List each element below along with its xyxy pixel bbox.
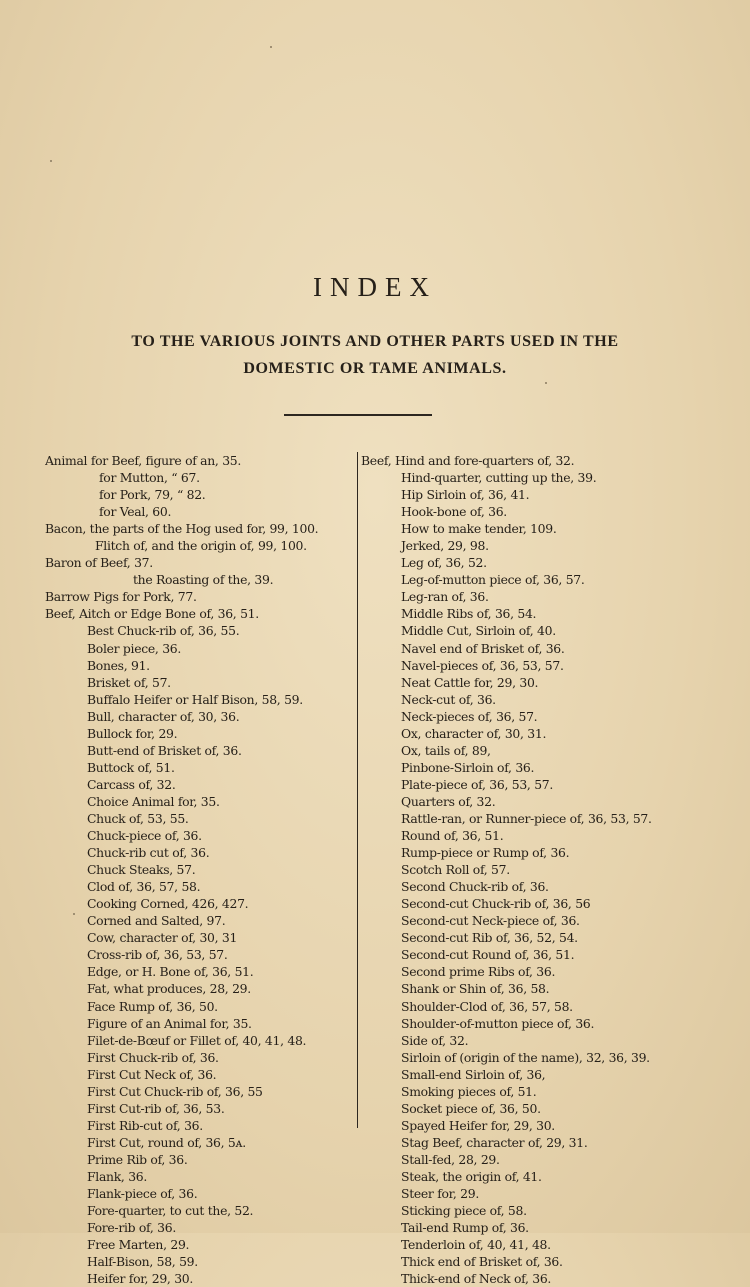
index-entry: for Mutton, “ 67.: [99, 470, 200, 486]
index-entry: Cooking Corned, 426, 427.: [87, 896, 249, 912]
index-entry: Beef, Aitch or Edge Bone of, 36, 51.: [45, 606, 259, 622]
column-divider: [357, 452, 358, 1128]
index-subtitle: [30, 328, 720, 382]
index-entry: Spayed Heifer for, 29, 30.: [401, 1117, 555, 1133]
index-entry: Free Marten, 29.: [87, 1237, 190, 1253]
index-entry: First Cut Neck of, 36.: [87, 1066, 217, 1082]
index-entry: Leg of, 36, 52.: [401, 555, 487, 571]
title-rule: [284, 414, 432, 416]
index-entry: Scotch Roll of, 57.: [401, 862, 510, 878]
index-entry: Steer for, 29.: [401, 1186, 479, 1202]
index-entry: Leg-of-mutton piece of, 36, 57.: [401, 572, 585, 588]
index-entry: Sirloin of (origin of the name), 32, 36, 39.: [401, 1049, 650, 1065]
index-entry: Animal for Beef, figure of an, 35.: [45, 453, 242, 468]
index-entry: for Pork, 79, “ 82.: [99, 487, 206, 503]
index-entry: Second-cut Neck-piece of, 36.: [401, 913, 580, 929]
index-entry: Second-cut Rib of, 36, 52, 54.: [401, 930, 578, 946]
index-entry: Chuck-piece of, 36.: [87, 828, 202, 844]
index-entry: Barrow Pigs for Pork, 77.: [45, 589, 197, 605]
index-entry: Shank or Shin of, 36, 58.: [401, 981, 550, 997]
index-entry: Ox, character of, 30, 31.: [401, 725, 547, 741]
index-entry: Tenderloin of, 40, 41, 48.: [401, 1237, 551, 1253]
index-entry: How to make tender, 109.: [401, 521, 557, 537]
index-entry: Bones, 91.: [87, 657, 150, 673]
index-entry: Beef, Hind and fore-quarters of, 32.: [361, 453, 575, 468]
index-entry: Buffalo Heifer or Half Bison, 58, 59.: [87, 691, 303, 707]
index-entry: Hind-quarter, cutting up the, 39.: [401, 470, 597, 486]
index-entry: Shoulder-of-mutton piece of, 36.: [401, 1015, 595, 1031]
index-entry: Side of, 32.: [401, 1032, 469, 1048]
index-entry: First Chuck-rib of, 36.: [87, 1049, 219, 1065]
index-entry: Rump-piece or Rump of, 36.: [401, 845, 570, 861]
index-entry: Choice Animal for, 35.: [87, 793, 220, 809]
index-entry: Flank-piece of, 36.: [87, 1186, 198, 1202]
paper-speck: [50, 160, 52, 162]
index-entry: Chuck Steaks, 57.: [87, 862, 196, 878]
index-entry: Middle Cut, Sirloin of, 40.: [401, 623, 556, 639]
index-entry: Chuck of, 53, 55.: [87, 810, 189, 826]
index-entry: Round of, 36, 51.: [401, 828, 504, 844]
paper-speck: [545, 382, 547, 384]
index-entry: Sticking piece of, 58.: [401, 1203, 527, 1219]
paper-speck: [73, 913, 75, 915]
index-entry: Neck-pieces of, 36, 57.: [401, 708, 538, 724]
index-entry: First Cut-rib of, 36, 53.: [87, 1100, 225, 1116]
index-entry: First Cut Chuck-rib of, 36, 55: [87, 1083, 263, 1099]
page-title: INDEX: [313, 272, 437, 302]
paper-speck: [270, 46, 272, 48]
index-left-column: [45, 452, 350, 1287]
index-entry: for Veal, 60.: [99, 504, 172, 520]
index-entry: Hook-bone of, 36.: [401, 504, 507, 520]
index-entry: Stall-fed, 28, 29.: [401, 1151, 500, 1167]
index-entry: Jerked, 29, 98.: [401, 538, 489, 554]
index-entry: Shoulder-Clod of, 36, 57, 58.: [401, 998, 573, 1014]
index-entry: Chuck-rib cut of, 36.: [87, 845, 210, 861]
index-entry: Face Rump of, 36, 50.: [87, 998, 218, 1014]
index-entry: Socket piece of, 36, 50.: [401, 1100, 541, 1116]
index-entry: Thick end of Brisket of, 36.: [401, 1254, 563, 1270]
index-entry: Small-end Sirloin of, 36,: [401, 1066, 546, 1082]
index-entry: Flitch of, and the origin of, 99, 100.: [95, 538, 307, 554]
index-entry: Rattle-ran, or Runner-piece of, 36, 53, 57.: [401, 810, 652, 826]
index-entry: Leg-ran of, 36.: [401, 589, 489, 605]
index-entry: Second-cut Chuck-rib of, 36, 56: [401, 896, 591, 912]
index-entry: Heifer for, 29, 30.: [87, 1271, 194, 1287]
index-entry: Brisket of, 57.: [87, 674, 171, 690]
index-entry: Neck-cut of, 36.: [401, 691, 496, 707]
index-entry: Steak, the origin of, 41.: [401, 1168, 542, 1184]
index-entry: Hip Sirloin of, 36, 41.: [401, 487, 530, 503]
index-entry: Stag Beef, character of, 29, 31.: [401, 1134, 588, 1150]
index-entry: Bull, character of, 30, 36.: [87, 708, 240, 724]
index-right-column: [361, 452, 721, 1287]
index-entry: Bacon, the parts of the Hog used for, 99, 100.: [45, 521, 319, 537]
index-entry: Neat Cattle for, 29, 30.: [401, 674, 539, 690]
index-entry: Second-cut Round of, 36, 51.: [401, 947, 575, 963]
index-entry: Flank, 36.: [87, 1168, 148, 1184]
index-entry: Cow, character of, 30, 31: [87, 930, 238, 946]
index-entry: Baron of Beef, 37.: [45, 555, 153, 571]
index-entry: Navel end of Brisket of, 36.: [401, 640, 565, 656]
index-entry: Filet-de-Bœuf or Fillet of, 40, 41, 48.: [87, 1032, 307, 1048]
index-entry: Prime Rib of, 36.: [87, 1151, 188, 1167]
index-entry: Clod of, 36, 57, 58.: [87, 879, 201, 895]
subtitle-line-1: TO THE VARIOUS JOINTS AND OTHER PARTS USED IN THE: [131, 333, 619, 350]
index-entry: First Cut, round of, 36, 5ᴀ.: [87, 1134, 246, 1150]
index-entry: the Roasting of the, 39.: [133, 572, 274, 588]
index-entry: Cross-rib of, 36, 53, 57.: [87, 947, 228, 963]
index-entry: Thick-end of Neck of, 36.: [401, 1271, 552, 1287]
index-entry: Fore-quarter, to cut the, 52.: [87, 1203, 254, 1219]
index-entry: Plate-piece of, 36, 53, 57.: [401, 776, 553, 792]
index-entry: Fat, what produces, 28, 29.: [87, 981, 251, 997]
index-entry: Quarters of, 32.: [401, 793, 496, 809]
index-entry: Best Chuck-rib of, 36, 55.: [87, 623, 240, 639]
index-entry: Half-Bison, 58, 59.: [87, 1254, 198, 1270]
index-entry: Fore-rib of, 36.: [87, 1220, 176, 1236]
index-entry: Smoking pieces of, 51.: [401, 1083, 537, 1099]
index-entry: Boler piece, 36.: [87, 640, 182, 656]
index-entry: Carcass of, 32.: [87, 776, 176, 792]
index-entry: Buttock of, 51.: [87, 759, 175, 775]
index-entry: First Rib-cut of, 36.: [87, 1117, 203, 1133]
index-entry: Edge, or H. Bone of, 36, 51.: [87, 964, 254, 980]
index-entry: Butt-end of Brisket of, 36.: [87, 742, 242, 758]
index-entry: Tail-end Rump of, 36.: [401, 1220, 529, 1236]
index-entry: Middle Ribs of, 36, 54.: [401, 606, 537, 622]
index-entry: Corned and Salted, 97.: [87, 913, 226, 929]
index-entry: Figure of an Animal for, 35.: [87, 1015, 252, 1031]
index-entry: Second Chuck-rib of, 36.: [401, 879, 549, 895]
index-entry: Ox, tails of, 89,: [401, 742, 491, 758]
index-entry: Navel-pieces of, 36, 53, 57.: [401, 657, 564, 673]
index-entry: Bullock for, 29.: [87, 725, 178, 741]
index-entry: Pinbone-Sirloin of, 36.: [401, 759, 535, 775]
index-entry: Second prime Ribs of, 36.: [401, 964, 556, 980]
subtitle-line-2: DOMESTIC OR TAME ANIMALS.: [243, 360, 507, 377]
